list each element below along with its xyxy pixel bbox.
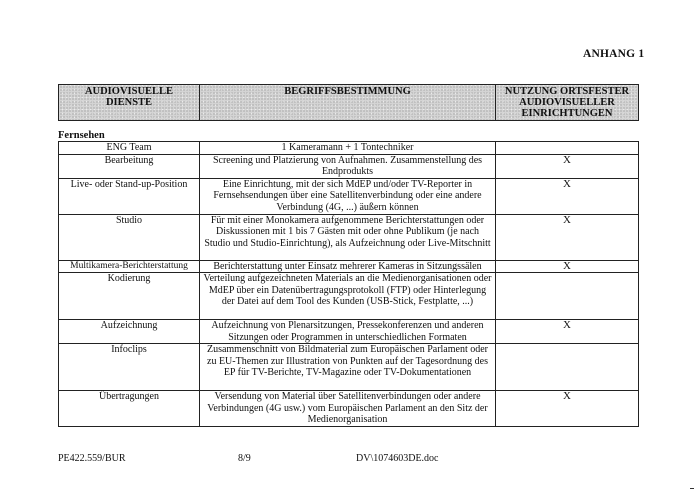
table-row (59, 273, 639, 320)
service-cell: Kodierung (59, 273, 200, 320)
service-cell: ENG Team (59, 142, 200, 155)
page-edge-mark (690, 488, 694, 489)
table-row (59, 178, 639, 214)
usage-cell: X (496, 154, 639, 178)
service-cell: Live- oder Stand-up-Position (59, 178, 200, 214)
table-row (59, 391, 639, 427)
usage-cell: X (496, 260, 639, 273)
usage-cell (496, 344, 639, 391)
footer-document-id: DV\1074603DE.doc (356, 453, 439, 464)
usage-cell: X (496, 178, 639, 214)
definition-cell: Screening und Platzierung von Aufnahmen. Zusammenstellung des Endprodukts (200, 154, 496, 178)
column-header-table (58, 84, 639, 121)
table-row (59, 142, 639, 155)
services-table (58, 141, 639, 427)
service-cell: Übertragungen (59, 391, 200, 427)
definition-cell: Verteilung aufgezeichneten Materials an die Medienorganisationen oder MdEP über ein Datenübertragungsprotokoll (FTP) oder Hinterlegung der Datei auf dem Tool des Kunden (USB-Stick, Festplatte, ...) (200, 273, 496, 320)
table-row (59, 260, 639, 273)
usage-cell (496, 273, 639, 320)
footer-reference: PE422.559/BUR (58, 453, 126, 464)
usage-cell: X (496, 214, 639, 260)
header-services: AUDIOVISUELLE DIENSTE (59, 85, 200, 121)
usage-cell (496, 142, 639, 155)
usage-cell: X (496, 320, 639, 344)
footer-page-number: 8/9 (238, 453, 251, 464)
service-cell: Studio (59, 214, 200, 260)
definition-cell: Zusammenschnitt von Bildmaterial zum Europäischen Parlament oder zu EU-Themen zur Illustration von Punkten auf der Tagesordnung des EP für TV-Berichte, TV-Magazine oder TV-Dokumentationen (200, 344, 496, 391)
table-row (59, 154, 639, 178)
header-definition: BEGRIFFSBESTIMMUNG (200, 85, 496, 121)
section-title: Fernsehen (58, 130, 105, 141)
definition-cell: Versendung von Material über Satellitenverbindungen oder andere Verbindungen (4G usw.) vom Europäischen Parlament an den Sitz der Medienorganisation (200, 391, 496, 427)
table-row (59, 344, 639, 391)
service-cell: Aufzeichnung (59, 320, 200, 344)
definition-cell: Für mit einer Monokamera aufgenommene Berichterstattungen oder Diskussionen mit 1 bis 7 Gästen mit oder ohne Publikum (je nach Studio und Studio-Einrichtung), als Aufzeichnung oder Live-Mitschnitt (200, 214, 496, 260)
table-row (59, 214, 639, 260)
definition-cell: Berichterstattung unter Einsatz mehrerer Kameras in Sitzungssälen (200, 260, 496, 273)
header-usage: NUTZUNG ORTSFESTER AUDIOVISUELLER EINRICHTUNGEN (496, 85, 639, 121)
annex-label: ANHANG 1 (583, 48, 645, 60)
definition-cell: Aufzeichnung von Plenarsitzungen, Pressekonferenzen und anderen Sitzungen oder Programmen in unterschiedlichen Formaten (200, 320, 496, 344)
usage-cell: X (496, 391, 639, 427)
service-cell: Infoclips (59, 344, 200, 391)
table-row (59, 320, 639, 344)
service-cell: Multikamera-Berichterstattung (59, 260, 200, 273)
definition-cell: Eine Einrichtung, mit der sich MdEP und/oder TV-Reporter in Fernsehsendungen über eine Satellitenverbindung oder eine andere Verbindung (4G, ...) äußern können (200, 178, 496, 214)
service-cell: Bearbeitung (59, 154, 200, 178)
definition-cell: 1 Kameramann + 1 Tontechniker (200, 142, 496, 155)
